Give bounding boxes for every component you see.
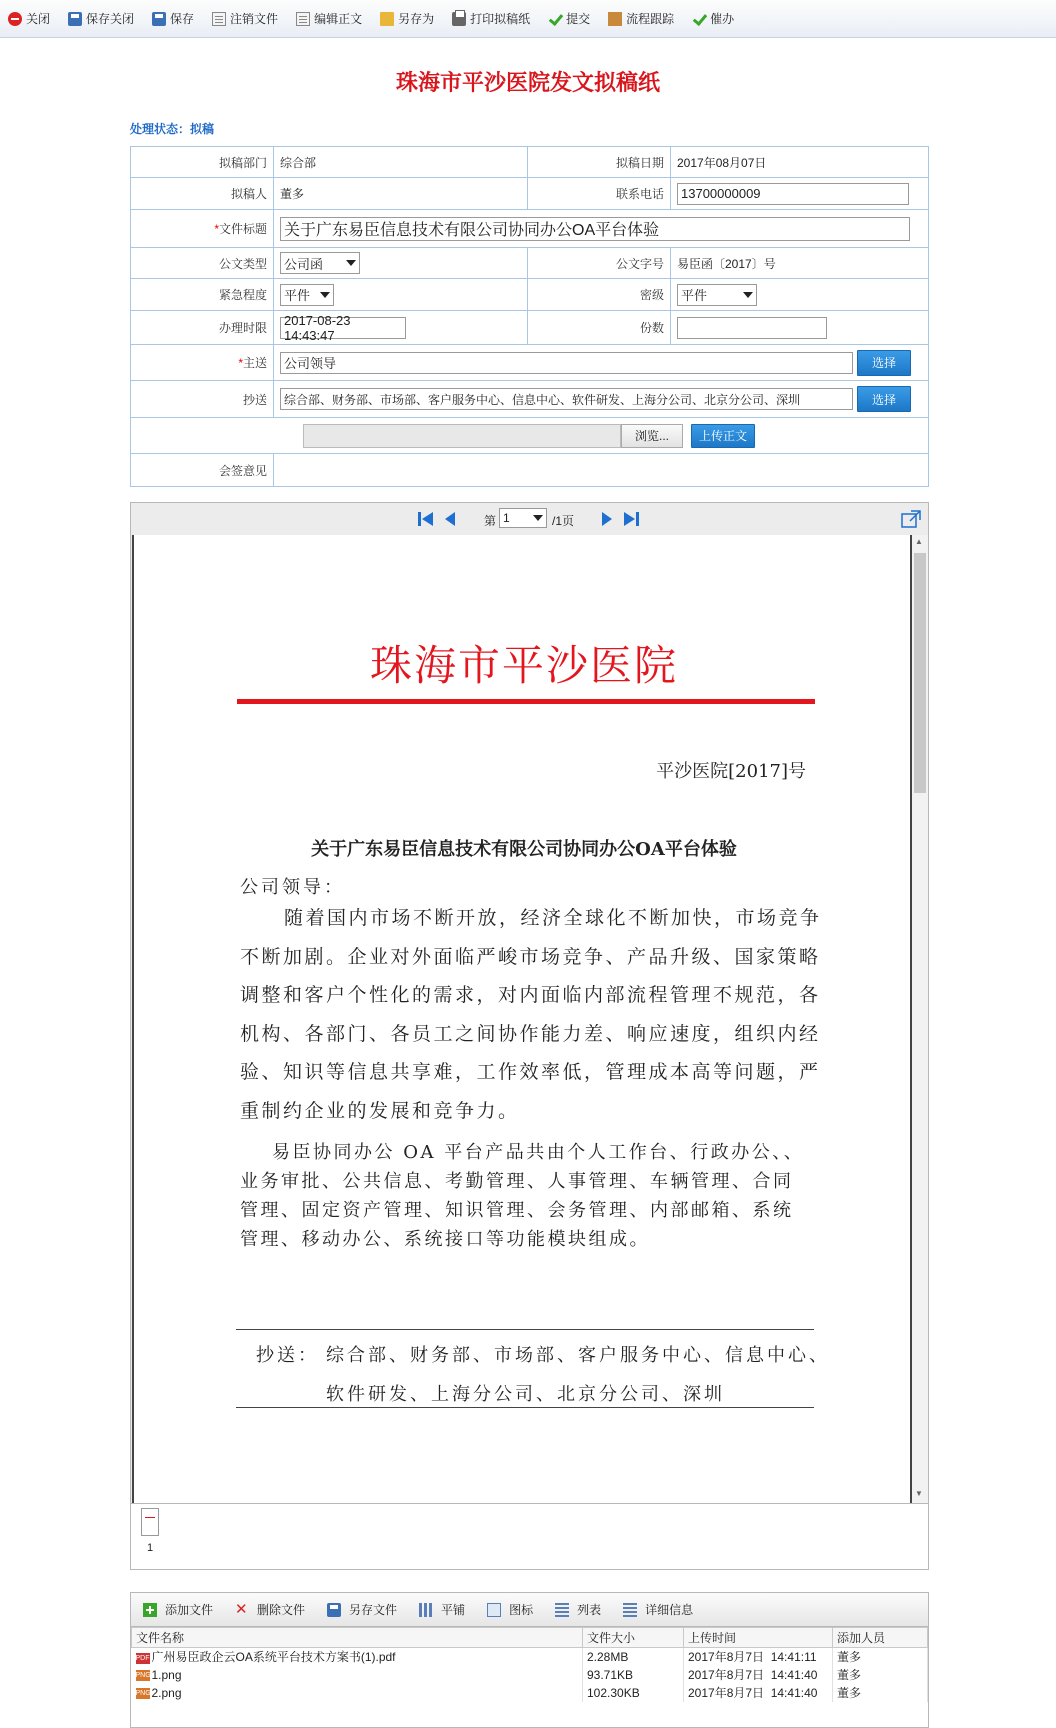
close-button[interactable]: 关闭 (8, 5, 50, 33)
table-header-row (132, 1628, 928, 1648)
attachments-panel (130, 1592, 929, 1728)
date-value: 2017年08月07日 (677, 155, 767, 170)
date-label: 拟稿日期 (528, 147, 671, 177)
cc-label: 抄送 (131, 381, 274, 417)
doc-paragraph-1 (240, 899, 820, 1130)
uploader: 董多 (833, 1666, 928, 1684)
main-label: * 主送 (131, 345, 274, 380)
phone-label: 联系电话 (528, 178, 671, 209)
edit-body-button[interactable]: 编辑正文 (296, 5, 362, 33)
flow-icon (608, 12, 622, 26)
dept-label: 拟稿部门 (131, 147, 274, 177)
drafter-value: 董多 (274, 178, 528, 209)
status-label: 处理状态：拟稿 (130, 122, 215, 136)
document-viewer (130, 502, 929, 1570)
file-name: 1.png (151, 1667, 182, 1682)
column-header[interactable]: 添加人员 (833, 1628, 928, 1648)
save-as-button[interactable]: 另存为 (380, 5, 434, 33)
table-row[interactable] (132, 1648, 928, 1666)
chevron-down-icon (743, 292, 753, 298)
doc-paragraph-2 (240, 1138, 820, 1254)
disk-icon (68, 12, 82, 26)
text-line: 不断加剧。企业对外面临严峻市场竞争、产品升级、国家策略 (240, 945, 821, 968)
file-name: 2.png (151, 1685, 182, 1700)
cc-bottom-rule (236, 1407, 814, 1408)
text-line: 随着国内市场不断开放，经济全球化不断加快，市场竞争 (284, 907, 822, 929)
text-line: 管理、移动办公、系统接口等功能模块组成。 (240, 1229, 650, 1250)
main-select-button[interactable]: 选择 (857, 350, 911, 376)
table-row[interactable] (132, 1684, 928, 1702)
thumb-rule (145, 1517, 155, 1518)
flow-track-button[interactable]: 流程跟踪 (608, 5, 674, 33)
scrollbar-thumb[interactable] (914, 553, 926, 793)
pdf-file-icon: PDF (135, 1654, 150, 1662)
main-recipient-input[interactable]: 公司领导 (280, 352, 853, 374)
copies-label: 份数 (528, 311, 671, 344)
page-select[interactable]: 1 (499, 508, 547, 528)
last-page-icon[interactable] (623, 511, 641, 527)
file-name: 广州易臣政企云OA系统平台技术方案书(1).pdf (151, 1650, 396, 1665)
file-size: 2.28MB (583, 1648, 684, 1666)
doc-cc-label: 抄送： (256, 1345, 319, 1366)
page-title: 珠海市平沙医院发文拟稿纸 (395, 70, 660, 95)
save-file-button[interactable]: 另存文件 (327, 1601, 397, 1618)
secret-select[interactable]: 平件 (677, 284, 757, 306)
disk-icon (327, 1603, 341, 1617)
text-line: 易臣协同办公 OA 平台产品共由个人工作台、行政办公、、 (272, 1142, 805, 1163)
expand-icon[interactable] (901, 510, 921, 528)
deadline-label: 办理时限 (131, 311, 274, 344)
icon-view-button[interactable]: 图标 (487, 1601, 533, 1618)
toolbar (0, 0, 1056, 38)
thumbnail-label: 1 (147, 1542, 154, 1554)
urge-button[interactable]: 催办 (692, 5, 734, 33)
deadline-input[interactable]: 2017-08-23 14:43:47 (280, 317, 406, 339)
details-view-button[interactable]: 详细信息 (623, 1601, 693, 1618)
file-path-input[interactable] (303, 424, 621, 448)
doc-cc-line-2: 软件研发、上海分公司、北京分公司、深圳 (326, 1384, 725, 1405)
scroll-up-icon[interactable]: ▲ (915, 537, 923, 546)
countersign-value (274, 454, 280, 486)
phone-input[interactable]: 13700000009 (677, 183, 909, 205)
close-icon (8, 12, 22, 26)
docno-label: 公文字号 (528, 248, 671, 278)
print-draft-button[interactable]: 打印拟稿纸 (452, 5, 530, 33)
countersign-label: 会签意见 (131, 454, 274, 486)
icon-view-icon (487, 1603, 501, 1617)
table-row[interactable] (132, 1666, 928, 1684)
text-line: 验、知识等信息共享难，工作效率低，管理成本高等问题，严 (240, 1061, 821, 1083)
page-suffix: /1页 (552, 514, 575, 528)
text-line: 业务审批、公共信息、考勤管理、人事管理、车辆管理、合同 (240, 1171, 794, 1192)
list-icon (555, 1603, 569, 1617)
secret-label: 密级 (528, 279, 671, 310)
attachments-toolbar (131, 1593, 928, 1627)
cancel-doc-button[interactable]: 注销文件 (212, 5, 278, 33)
check-icon (692, 12, 706, 26)
thumbnail-strip (131, 1503, 928, 1569)
save-button[interactable]: 保存 (152, 5, 194, 33)
header-rule (237, 699, 815, 704)
scroll-down-icon[interactable]: ▼ (915, 1489, 923, 1498)
column-header[interactable]: 文件大小 (583, 1628, 684, 1648)
title-input[interactable]: 关于广东易臣信息技术有限公司协同办公OA平台体验 (280, 217, 910, 241)
dept-value: 综合部 (274, 147, 528, 177)
column-header[interactable]: 上传时间 (684, 1628, 833, 1648)
upload-time: 2017年8月7日 14:41:40 (684, 1666, 833, 1684)
browse-button[interactable]: 浏览... (621, 424, 683, 448)
text-line: 管理、固定资产管理、知识管理、会务管理、内部邮箱、系统 (240, 1200, 794, 1221)
urgency-select[interactable]: 平件 (280, 284, 334, 306)
tile-icon (419, 1603, 433, 1617)
save-close-button[interactable]: 保存关闭 (68, 5, 134, 33)
page-thumbnail[interactable] (141, 1508, 159, 1536)
copies-input[interactable] (677, 317, 827, 339)
chevron-down-icon (346, 260, 356, 266)
folder-icon (380, 12, 394, 26)
printer-icon (452, 12, 466, 26)
submit-button[interactable]: 提交 (548, 5, 590, 33)
check-icon (548, 12, 562, 26)
file-size: 102.30KB (583, 1684, 684, 1702)
doc-cc-line-1: 综合部、财务部、市场部、客户服务中心、信息中心、 (326, 1345, 830, 1366)
cc-top-rule (236, 1329, 814, 1330)
document-icon (212, 12, 226, 26)
png-file-icon: PNG (135, 1671, 151, 1679)
delete-file-button[interactable]: ✕ 删除文件 (235, 1600, 306, 1618)
cc-input[interactable]: 综合部、财务部、市场部、客户服务中心、信息中心、软件研发、上海分公司、北京分公司、深圳 (280, 388, 853, 410)
text-line: 机构、各部门、各员工之间协作能力差、响应速度，组织内经 (240, 1022, 821, 1045)
upload-time: 2017年8月7日 14:41:40 (684, 1684, 833, 1702)
urgency-label: 紧急程度 (131, 279, 274, 310)
drafter-label: 拟稿人 (131, 178, 274, 209)
doc-header: 珠海市平沙医院 (369, 641, 678, 690)
draft-form (130, 146, 929, 487)
details-icon (623, 1603, 637, 1617)
title-label: * 文件标题 (131, 210, 274, 247)
text-line: 调整和客户个性化的需求，对内面临内部流程管理不规范，各 (240, 984, 821, 1006)
list-view-button[interactable]: 列表 (555, 1601, 601, 1618)
docno-value: 易臣函〔2017〕号 (677, 256, 776, 271)
doc-number: 平沙医院[2017]号 (656, 761, 806, 782)
delete-icon: ✕ (235, 1600, 248, 1618)
plus-icon (143, 1603, 157, 1617)
disk-icon (152, 12, 166, 26)
doc-title: 关于广东易臣信息技术有限公司协同办公OA平台体验 (311, 839, 737, 860)
prev-page-icon[interactable] (444, 511, 456, 527)
chevron-down-icon (320, 292, 330, 298)
tile-view-button[interactable]: 平铺 (419, 1601, 465, 1618)
page-prefix: 第 (484, 514, 497, 528)
doc-salutation: 公司领导： (240, 877, 345, 898)
upload-time: 2017年8月7日 14:41:11 (684, 1648, 833, 1666)
uploader: 董多 (833, 1684, 928, 1702)
attachments-table (131, 1627, 928, 1702)
chevron-down-icon (533, 515, 543, 521)
viewer-toolbar (131, 503, 928, 535)
edit-document-icon (296, 12, 310, 26)
next-page-icon[interactable] (601, 511, 613, 527)
scrollbar[interactable] (912, 535, 928, 1503)
add-file-button[interactable]: 添加文件 (143, 1601, 213, 1618)
file-size: 93.71KB (583, 1666, 684, 1684)
text-line: 重制约企业的发展和竞争力。 (240, 1099, 520, 1122)
cc-select-button[interactable]: 选择 (857, 386, 911, 412)
upload-button[interactable]: 上传正文 (691, 424, 755, 448)
type-label: 公文类型 (131, 248, 274, 278)
document-page (132, 535, 912, 1503)
first-page-icon[interactable] (417, 511, 435, 527)
uploader: 董多 (833, 1648, 928, 1666)
type-select[interactable]: 公司函 (280, 252, 360, 274)
png-file-icon: PNG (135, 1689, 151, 1697)
column-header[interactable]: 文件名称 (132, 1628, 583, 1648)
